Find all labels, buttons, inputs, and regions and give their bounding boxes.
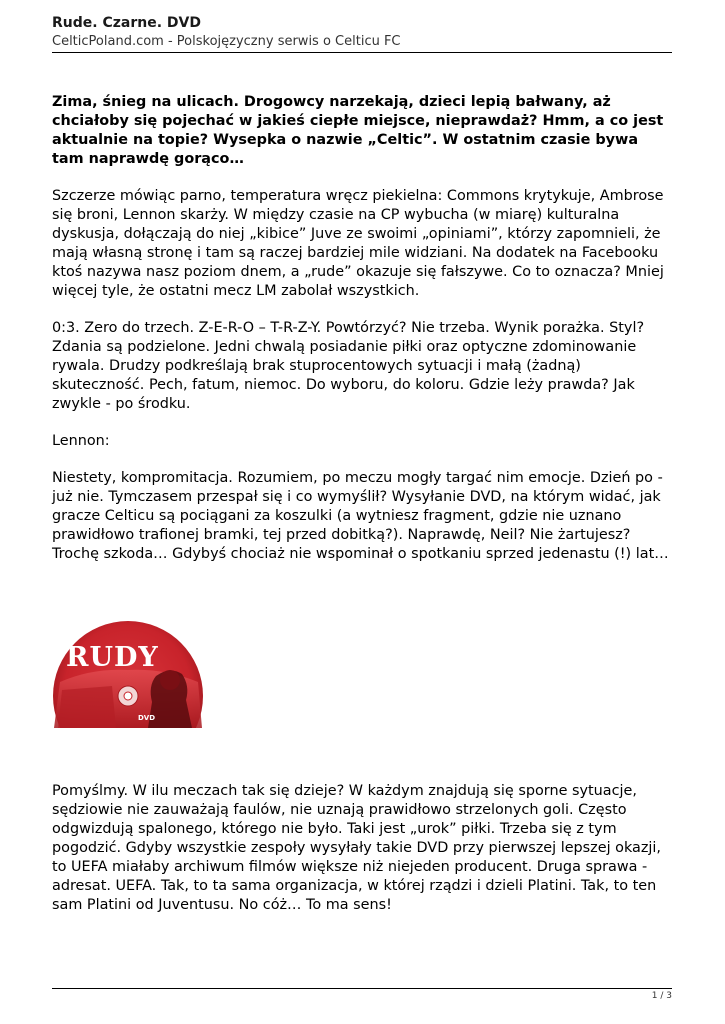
dvd-logo-text: RUDY (66, 642, 159, 673)
article-body (52, 93, 674, 582)
article-paragraph: Lennon: (52, 433, 110, 449)
footer-divider (52, 988, 672, 989)
article-paragraph: Niestety, kompromitacja. Rozumiem, po meczu mogły targać nim emocje. Dzień po - już nie. Tymczasem przespał się i co wymyślił? Wysyłanie DVD, na którym widać, jak gracze Celticu są pociągani za koszulki (a wytniesz fragment, gdzie nie uznano prawidłowo trafionej bramki, tej przed dobitką?). Naprawdę, Neil? Nie żartujesz? Trochę szkoda… Gdybyś chociaż nie wspominał o spotkaniu sprzed jedenastu (!) lat… (52, 470, 669, 562)
header-divider (52, 52, 672, 53)
article-closing (52, 782, 674, 915)
article-paragraph: Pomyślmy. W ilu meczach tak się dzieje? W każdym znajdują się sporne sytuacje, sędziowie nie zauważają faulów, nie uznają prawidłowo strzelonych goli. Często odgwizdują spalonego, którego nie było. Taki jest „urok” piłki. Trzeba się z tym pogodzić. Gdyby wszystkie zespoły wysyłały takie DVD przy pierwszej lepszej okazji, to UEFA miałaby archiwum filmów większe niż niejeden producent. Druga sprawa - adresat. UEFA. Tak, to ta sama organizacja, w której rządzi i dzieli Platini. Tak, to ten sam Platini od Juventusu. No cóż… To ma sens! (52, 783, 661, 913)
article-paragraph: Szczerze mówiąc parno, temperatura wręcz piekielna: Commons krytykuje, Ambrose się broni, Lennon skarży. W między czasie na CP wybucha (w miarę) kulturalna dyskusja, dołączają do niej „kibice” Juve ze swoimi „opiniami”, którzy zapomnieli, że mają własną stronę i tam są raczej bardziej mile widziani. Na dodatek na Facebooku ktoś nazywa nasz poziom dnem, a „rude” okazuje się fałszywe. Co to oznacza? Mniej więcej tyle, że ostatni mecz LM zabolał wszystkich. (52, 188, 664, 299)
article-paragraph: 0:3. Zero do trzech. Z-E-R-O – T-R-Z-Y. Powtórzyć? Nie trzeba. Wynik porażka. Styl? Zdania są podzielone. Jedni chwalą posiadanie piłki oraz optyczne zdominowanie rywala. Drudzy podkreślają brak stuprocentowych sytuacji i małą (żadną) skuteczność. Pech, fatum, niemoc. Do wyboru, do koloru. Gdzie leży prawda? Jak zwykle - po środku. (52, 320, 645, 412)
document-subtitle: CelticPoland.com - Polskojęzyczny serwis o Celticu FC (52, 34, 401, 49)
article-lead: Zima, śnieg na ulicach. Drogowcy narzekają, dzieci lepią bałwany, aż chciałoby się pojechać w jakieś ciepłe miejsce, nieprawdaż? Hmm, a co jest aktualnie na topie? Wysepka o nazwie „Celtic”. W ostatnim czasie bywa tam naprawdę gorąco… (52, 94, 664, 167)
page-number: 1 / 3 (651, 991, 672, 1001)
dvd-disc-graphic (52, 620, 204, 728)
document-title: Rude. Czarne. DVD (52, 15, 201, 31)
dvd-disc-image (52, 620, 204, 728)
document-header (52, 14, 672, 51)
dvd-disc-label: DVD (138, 714, 156, 722)
